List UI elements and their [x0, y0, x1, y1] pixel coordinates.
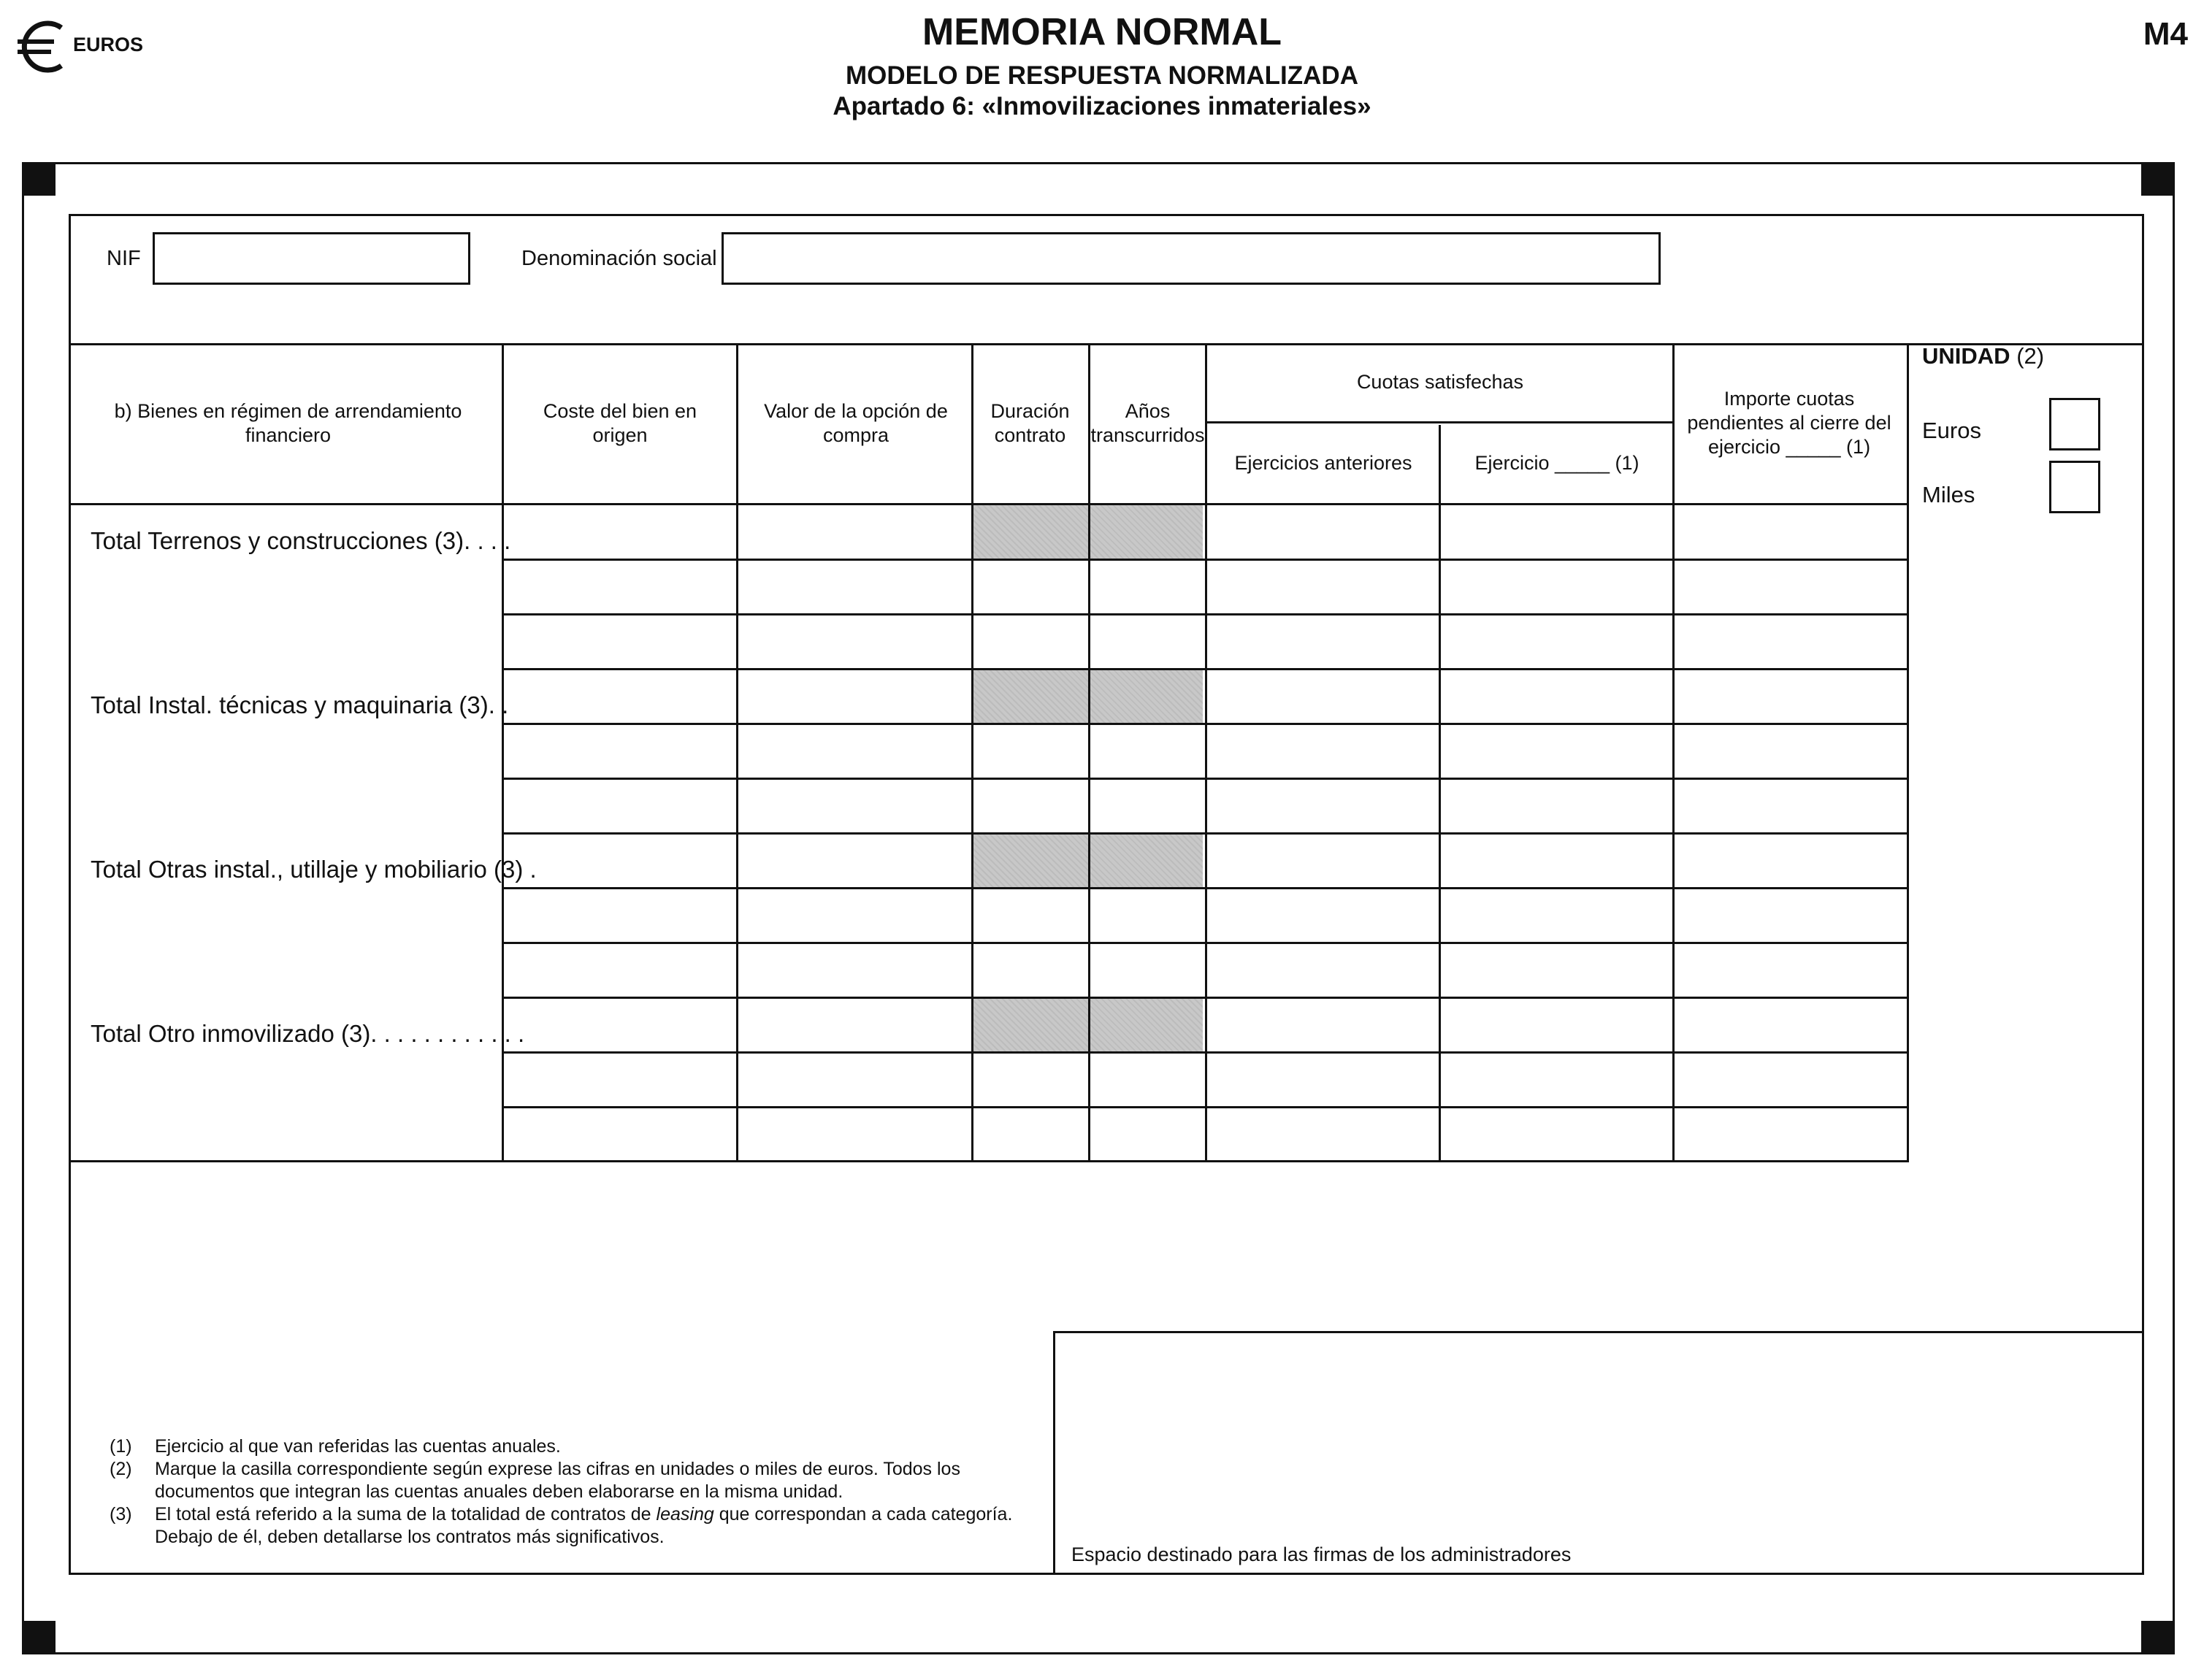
col-divider	[1088, 343, 1090, 1162]
row-divider	[502, 723, 1909, 725]
page-subtitle: MODELO DE RESPUESTA NORMALIZADA	[846, 61, 1358, 90]
header-duracion: Duración contrato	[990, 399, 1070, 446]
footnote-text: Ejercicio al que van referidas las cuentas anuales.	[155, 1436, 561, 1457]
unidad-euros-checkbox[interactable]	[2049, 398, 2100, 450]
nif-label: NIF	[107, 247, 141, 270]
unidad-title-text: UNIDAD	[1922, 343, 2010, 369]
header-coste: Coste del bien en origen	[543, 399, 697, 446]
footnote-text-italic: leasing	[656, 1504, 714, 1524]
page-title: MEMORIA NORMAL	[922, 11, 1282, 53]
table-border-right	[1907, 343, 1909, 1162]
footnote-text-part: El total está referido a la suma de la totalidad de contratos de	[155, 1504, 657, 1524]
header-anos: Años transcurridos	[1090, 399, 1205, 446]
registration-mark-bottom-right	[2141, 1621, 2175, 1654]
section-title: Apartado 6: «Inmovilizaciones inmateriales»	[833, 92, 1371, 120]
row-divider	[502, 832, 1909, 835]
form-code: M4	[2143, 16, 2188, 52]
footnote-text: Marque la casilla correspondiente según exprese las cifras en unidades o miles de euros. Todos los documentos que integran las cuentas anuales deben elaborarse en la misma unidad.	[155, 1459, 960, 1502]
row-divider	[502, 613, 1909, 615]
registration-mark-top-left	[22, 162, 56, 196]
registration-mark-bottom-left	[22, 1621, 56, 1654]
col-divider	[1205, 343, 1207, 1162]
currency-label: EUROS	[73, 34, 144, 55]
row-divider	[502, 778, 1909, 780]
header-cuotas-satisfechas: Cuotas satisfechas	[1356, 371, 1524, 393]
row-divider	[502, 887, 1909, 889]
footnote	[110, 1503, 1022, 1549]
unidad-miles-label: Miles	[1922, 482, 1975, 507]
footnote-text-part: que correspondan a cada categoría. Debajo de él, deben detallarse los contratos más significativos.	[155, 1504, 1013, 1547]
row-divider	[502, 1051, 1909, 1054]
header-importe: Importe cuotas pendientes al cierre del ejercicio _____ (1)	[1687, 388, 1891, 458]
category-otro-inmovilizado: Total Otro inmovilizado (3). . . . . . . . . . . .	[91, 1020, 525, 1047]
row-divider	[502, 559, 1909, 561]
row-divider	[502, 668, 1909, 670]
row-divider	[502, 997, 1909, 999]
header-bienes: b) Bienes en régimen de arrendamiento financiero	[114, 399, 462, 446]
footnote	[110, 1458, 1022, 1503]
footnote-text	[155, 1503, 1022, 1549]
header-ejercicio: Ejercicio _____ (1)	[1474, 452, 1639, 474]
category-otras-instalaciones: Total Otras instal., utillaje y mobiliario (3) .	[91, 856, 537, 883]
denominacion-label: Denominación social	[521, 247, 717, 270]
nif-field[interactable]	[153, 232, 470, 285]
unidad-euros-label: Euros	[1922, 418, 1981, 443]
footnotes	[110, 1435, 1022, 1549]
header-ejercicios-anteriores: Ejercicios anteriores	[1234, 452, 1412, 474]
footnote-number: (2)	[110, 1459, 132, 1479]
category-terrenos: Total Terrenos y construcciones (3). . . .	[91, 527, 511, 554]
footnote-number: (3)	[110, 1504, 132, 1524]
lease-table	[69, 343, 1909, 1162]
unidad-title-note: (2)	[2016, 343, 2045, 369]
row-divider	[502, 942, 1909, 944]
header-valor: Valor de la opción de compra	[764, 399, 948, 446]
signature-area[interactable]	[1053, 1331, 2144, 1575]
col-divider	[1672, 343, 1675, 1162]
unidad-title	[1922, 343, 2044, 369]
col-divider	[736, 343, 738, 1162]
signature-label: Espacio destinado para las firmas de los administradores	[1071, 1543, 1572, 1565]
footnote	[110, 1435, 1022, 1458]
registration-mark-top-right	[2141, 162, 2175, 196]
table-border-bottom	[69, 1160, 1909, 1162]
footnote-number: (1)	[110, 1436, 132, 1457]
row-divider	[502, 1106, 1909, 1108]
unidad-miles-checkbox[interactable]	[2049, 461, 2100, 513]
denominacion-field[interactable]	[722, 232, 1661, 285]
category-instalaciones-tecnicas: Total Instal. técnicas y maquinaria (3). .	[91, 691, 509, 718]
